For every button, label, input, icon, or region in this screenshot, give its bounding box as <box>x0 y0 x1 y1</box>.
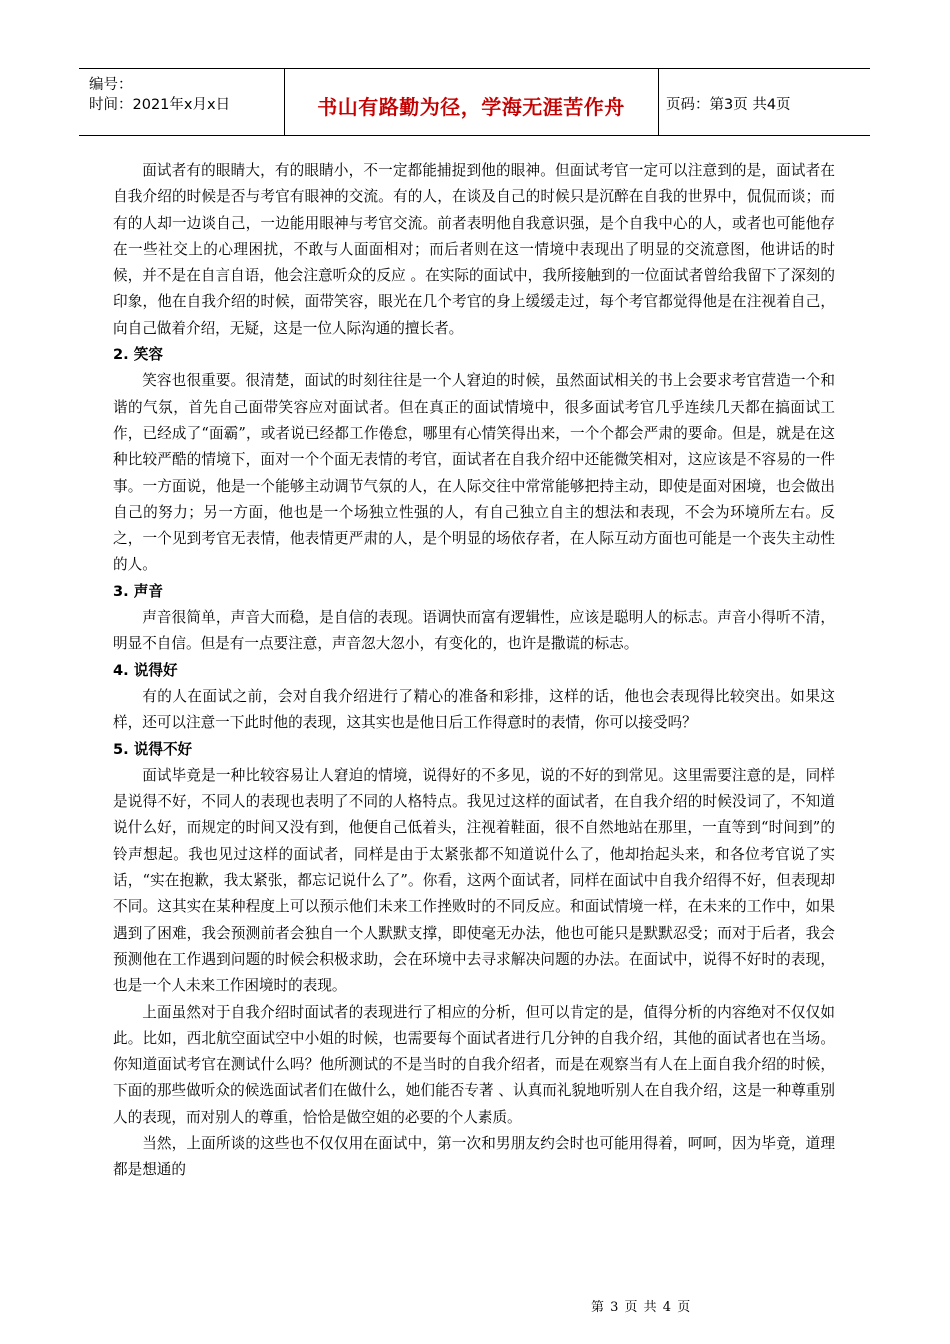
date-line: 时间：2021年x月x日 <box>89 97 231 113</box>
section-heading-voice: 3. 声音 <box>113 582 163 600</box>
paragraph-speaks-poorly: 面试毕竟是一种比较容易让人窘迫的情境，说得好的不多见，说的不好的到常见。这里需要注意的是，同样是说得不好，不同人的表现也表明了不同的人格特点。我见过这样的面试者，在自我介绍的时候没词了，不知道说什么好，而规定的时间又没有到，他便自己低着头，注视着鞋面，很不自然地站在那里，一直等到“时间到”的铃声想起。我也见过这样的面试者，同样是由于太紧张都不知道说什么了，他却抬起头来，和各位考官说了实话，“实在抱歉，我太紧张，都忘记说什么了”。你看，这两个面试者，同样在面试中自我介绍得不好，但表现却不同。这其实在某种程度上可以预示他们未来工作挫败时的不同反应。和面试情境一样，在未来的工作中，如果遇到了困难，我会预测前者会独自一个人默默支撑，即使毫无办法，他也可能只是默默忍受；而对于后者，我会预测他在工作遇到问题的时候会积极求助，会在环境中去寻求解决问题的办法。在面试中，说得不好时的表现，也是一个人未来工作困境时的表现。 <box>113 766 835 995</box>
header-meta <box>89 75 269 115</box>
paragraph-conclusion: 当然，上面所谈的这些也不仅仅用在面试中，第一次和男朋友约会时也可能用得着，呵呵，因为毕竟，道理都是想通的 <box>113 1134 835 1179</box>
paragraph-analysis: 上面虽然对于自我介绍时面试者的表现进行了相应的分析，但可以肯定的是，值得分析的内容绝对不仅仅如此。比如，西北航空面试空中小姐的时候，也需要每个面试者进行几分钟的自我介绍，其他的面试者也在当场。你知道面试考官在测试什么吗？他所测试的不是当时的自我介绍者，而是在观察当有人在上面自我介绍的时候，下面的那些做听众的候选面试者们在做什么，她们能否专著 、认真而礼貌地听别人在自我介绍，这是一种尊重别人的表现，而对别人的尊重，恰恰是做空姐的必要的个人素质。 <box>113 1003 835 1126</box>
paragraph-smile: 笑容也很重要。很清楚，面试的时刻往往是一个人窘迫的时候，虽然面试相关的书上会要求考官营造一个和谐的气氛，首先自己面带笑容应对面试者。但在真正的面试情境中，很多面试考官几乎连续几天都在搞面试工作，已经成了“面霸”，或者说已经都工作倦怠，哪里有心情笑得出来，一个个都会严肃的要命。但是，就是在这种比较严酷的情境下，面对一个个面无表情的考官，面试者在自我介绍中还能微笑相对，这应该是不容易的一件事。一方面说，他是一个能够主动调节气氛的人，在人际交往中常常能够把持主动，即使是面对困境，也会做出自己的努力；另一方面，他也是一个场独立性强的人，有自己独立自主的想法和表现，不会为环境所左右。反之，一个见到考官无表情，他表情更严肃的人，是个明显的场依存者，在人际互动方面也可能是一个丧失主动性的人。 <box>113 372 835 574</box>
header-page-info: 页码：第3页 共4页 <box>666 97 791 113</box>
page-header <box>79 68 870 136</box>
header-motto: 书山有路勤为径，学海无涯苦作舟 <box>317 95 625 119</box>
serial-number-label: 编号： <box>89 77 133 93</box>
paragraph-eye-contact: 面试者有的眼睛大，有的眼睛小，不一定都能捕捉到他的眼神。但面试考官一定可以注意到的是，面试者在自我介绍的时候是否与考官有眼神的交流。有的人，在谈及自己的时候只是沉醉在自我的世界中，侃侃而谈；而有的人却一边谈自己，一边能用眼神与考官交流。前者表明他自我意识强，是个自我中心的人，或者也可能他存在一些社交上的心理困扰，不敢与人面面相对；而后者则在这一情境中表现出了明显的交流意图，他讲话的时候，并不是在自言自语，他会注意听众的反应 。在实际的面试中，我所接触到的一位面试者曾给我留下了深刻的印象，他在自我介绍的时候，面带笑容，眼光在几个考官的身上缓缓走过，每个考官都觉得他是在注视着自己，向自己做着介绍，无疑，这是一位人际沟通的擅长者。 <box>113 162 835 337</box>
section-heading-speaks-well: 4. 说得好 <box>113 661 178 679</box>
page-footer: 第 3 页 共 4 页 <box>591 1300 692 1315</box>
paragraph-voice: 声音很简单，声音大而稳，是自信的表现。语调快而富有逻辑性，应该是聪明人的标志。声音小得听不清，明显不自信。但是有一点要注意，声音忽大忽小，有变化的，也许是撒谎的标志。 <box>113 609 835 653</box>
section-heading-smile: 2. 笑容 <box>113 346 163 364</box>
paragraph-speaks-well: 有的人在面试之前，会对自我介绍进行了精心的准备和彩排，这样的话，他也会表现得比较突出。如果这样，还可以注意一下此时他的表现，这其实也是他日后工作得意时的表情，你可以接受吗？ <box>113 687 835 732</box>
document-body <box>113 158 835 1184</box>
section-heading-speaks-poorly: 5. 说得不好 <box>113 740 193 758</box>
header-divider <box>658 69 659 135</box>
